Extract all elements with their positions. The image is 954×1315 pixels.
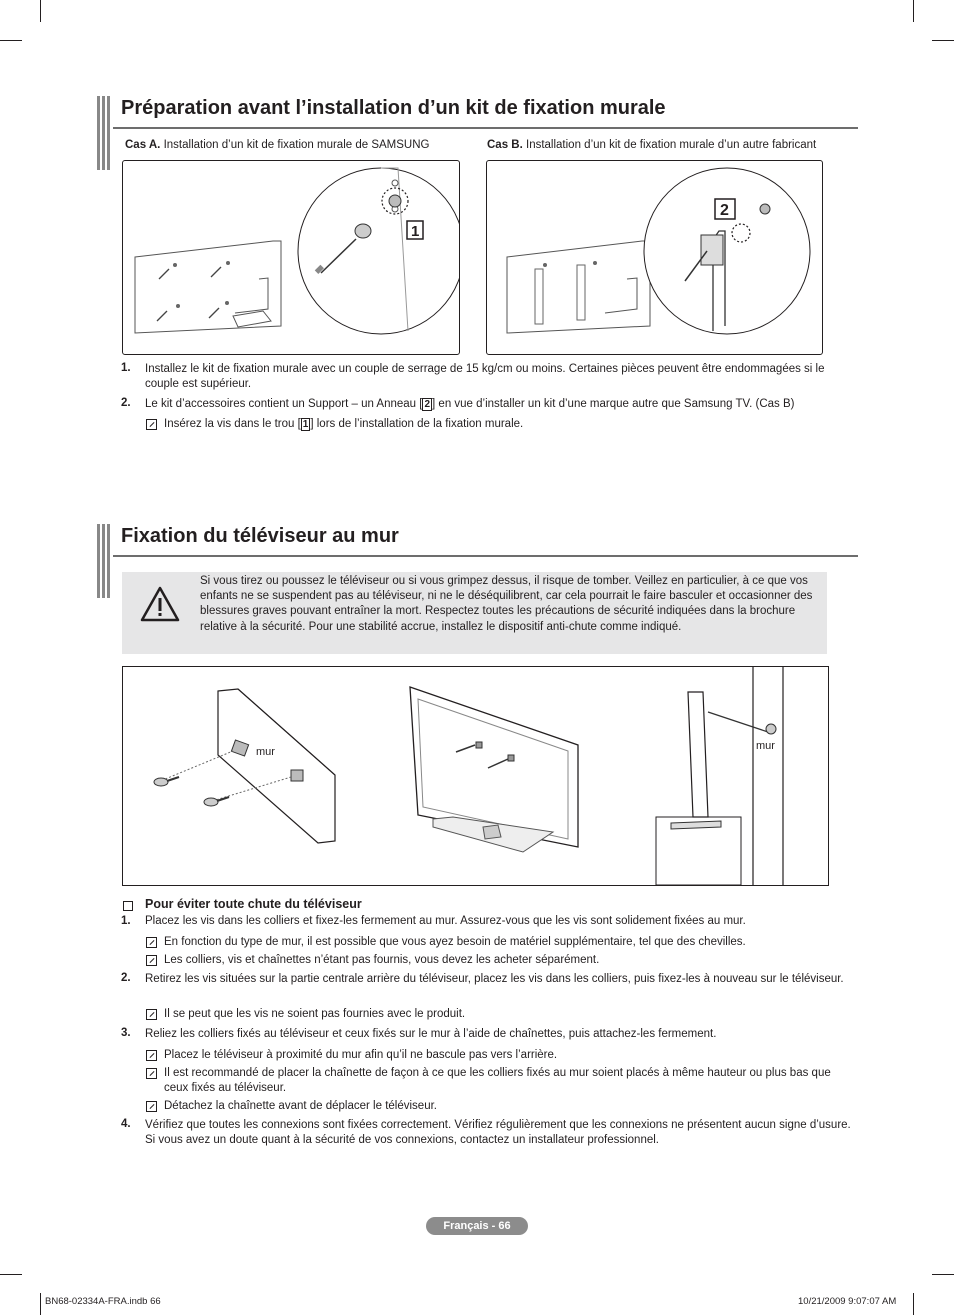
note-text: Il est recommandé de placer la chaînette de façon à ce que les colliers fixés au mur soient placés à même hauteur ou plus bas que ceux fixés au téléviseur. <box>164 1067 831 1094</box>
inline-callout-box: 2 <box>424 399 431 410</box>
callout-1-label: 1 <box>411 223 420 240</box>
warning-text: Si vous tirez ou poussez le téléviseur ou si vous grimpez dessus, il risque de tomber. Veillez en particulier, à ce que vos enfants ne se suspendent pas au téléviseur, ni ne le déséquilibrent, car cela pourrait le faire basculer et occasionner des blessures graves pouvant entraîner la mort. Respectez toutes les précautions de sécurité indiquées dans la brochure relative à la sécurité. Pour une stabilité accrue, installez le dispositif anti-chute comme indiqué. <box>200 575 813 633</box>
crop-mark <box>913 0 914 22</box>
case-b-label: Cas B. <box>487 139 523 151</box>
note-text: Il se peut que les vis ne soient pas fournies avec le produit. <box>164 1008 466 1020</box>
section-marker <box>97 96 100 170</box>
note-text: Détachez la chaînette avant de déplacer le téléviseur. <box>164 1100 437 1112</box>
note-icon <box>146 937 157 948</box>
crop-mark <box>40 0 41 22</box>
section-marker <box>107 96 110 170</box>
item-text <box>145 397 857 412</box>
note-icon <box>146 419 157 430</box>
note-icon <box>146 1068 157 1079</box>
step-number: 3. <box>121 1027 131 1039</box>
note-icon <box>146 1050 157 1061</box>
note-icon <box>146 1101 157 1112</box>
section-rule <box>113 127 858 129</box>
step-text: Reliez les colliers fixés au téléviseur et ceux fixés sur le mur à l’aide de chaînettes, puis attachez-les fermement. <box>145 1028 717 1040</box>
wall-label: mur <box>756 740 775 752</box>
step-number: 1. <box>121 915 131 927</box>
case-a-caption <box>125 139 429 151</box>
section-rule <box>113 555 858 557</box>
page-number-badge: Français - 66 <box>426 1217 528 1235</box>
inline-callout-box: 1 <box>302 419 309 430</box>
note-text-after: ] lors de l’installation de la fixation murale. <box>310 418 524 430</box>
section-title: Préparation avant l’installation d’un kit de fixation murale <box>121 97 666 119</box>
note-text: En fonction du type de mur, il est possible que vous ayez besoin de matériel supplémentaire, tel que des chevilles. <box>164 936 746 948</box>
section-marker <box>102 524 105 598</box>
subheading: Pour éviter toute chute du téléviseur <box>145 897 362 911</box>
footer-file: BN68-02334A-FRA.indb 66 <box>45 1296 161 1307</box>
tv-back-mount-drawing <box>123 161 459 354</box>
crop-mark <box>913 1293 914 1315</box>
warning-icon <box>140 586 180 622</box>
case-b-illustration <box>486 160 823 355</box>
step-text: Vérifiez que toutes les connexions sont fixées correctement. Vérifiez régulièrement que les connexions ne présentent aucun signe d’usure. Si vous avez un doute quant à la sécurité de vos connexions, contactez un installateur professionnel. <box>145 1119 851 1146</box>
note-text: Les colliers, vis et chaînettes n’étant pas fournis, vous devez les acheter séparément. <box>164 954 600 966</box>
wall-label: mur <box>256 746 275 758</box>
callout-2-label: 2 <box>720 202 729 219</box>
warning-box <box>122 572 827 654</box>
note-icon <box>146 1009 157 1020</box>
step-text: Retirez les vis situées sur la partie centrale arrière du téléviseur, placez les vis dans les colliers, puis fixez-les à nouveau sur le téléviseur. <box>145 973 844 985</box>
case-b-caption <box>487 139 816 151</box>
item-text: Installez le kit de fixation murale avec un couple de serrage de 15 kg/cm ou moins. Certaines pièces peuvent être endommagées si le couple est supérieur. <box>145 363 825 390</box>
step-number: 4. <box>121 1118 131 1130</box>
case-a-label: Cas A. <box>125 139 161 151</box>
case-a-text: Installation d’un kit de fixation murale de SAMSUNG <box>163 139 430 151</box>
section-marker <box>102 96 105 170</box>
item-text-before: Le kit d’accessoires contient un Support – un Anneau [ <box>145 398 423 410</box>
anti-fall-drawing <box>123 667 828 885</box>
item-number: 2. <box>121 397 131 409</box>
note-text: Placez le téléviseur à proximité du mur afin qu’il ne bascule pas vers l’arrière. <box>164 1049 558 1061</box>
item-number: 1. <box>121 362 131 374</box>
case-a-illustration <box>122 160 460 355</box>
section-title: Fixation du téléviseur au mur <box>121 525 399 547</box>
footer-timestamp: 10/21/2009 9:07:07 AM <box>798 1296 897 1307</box>
step-text: Placez les vis dans les colliers et fixez-les fermement au mur. Assurez-vous que les vis sont solidement fixées au mur. <box>145 915 746 927</box>
crop-mark <box>0 1274 22 1275</box>
crop-mark <box>932 40 954 41</box>
note-icon <box>146 955 157 966</box>
item-text-after: ] en vue d’installer un kit d’une marque autre que Samsung TV. (Cas B) <box>432 398 795 410</box>
note-text <box>164 417 854 432</box>
step-number: 2. <box>121 972 131 984</box>
anti-fall-illustration <box>122 666 829 886</box>
note-text-before: Insérez la vis dans le trou [ <box>164 418 301 430</box>
case-b-text: Installation d’un kit de fixation murale d’un autre fabricant <box>526 139 817 151</box>
tv-back-ring-drawing <box>487 161 822 354</box>
section-marker <box>107 524 110 598</box>
crop-mark <box>40 1293 41 1315</box>
crop-mark <box>0 40 22 41</box>
section-marker <box>97 524 100 598</box>
checkbox-bullet-icon <box>123 901 133 911</box>
crop-mark <box>932 1274 954 1275</box>
